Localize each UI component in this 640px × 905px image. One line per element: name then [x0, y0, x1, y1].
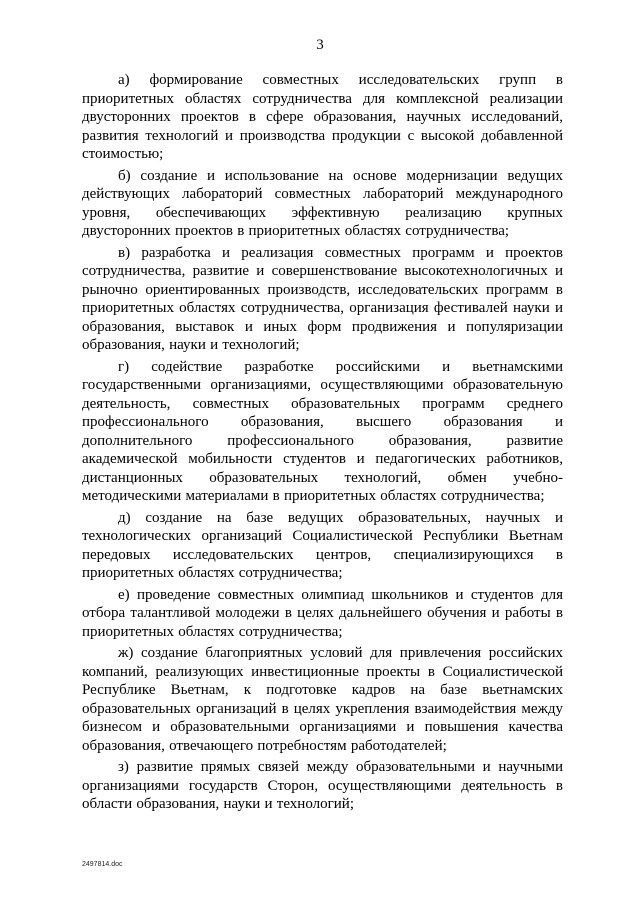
document-body — [82, 71, 563, 817]
paragraph-z: з) развитие прямых связей между образовательными и научными организациями государств Сторон, осуществляющими деятельность в области образования, науки и технологий; — [82, 759, 563, 812]
document-file-id: 2497814.doc — [82, 861, 123, 868]
paragraph-b: б) создание и использование на основе модернизации ведущих действующих лабораторий совместных лабораторий международного уровня, обеспечивающих эффективную реализацию крупных двусторонних проектов в приоритетных областях сотрудничества; — [82, 167, 563, 239]
paragraph-zh: ж) создание благоприятных условий для привлечения российских компаний, реализующих инвестиционные проекты в Социалистической Республике Вьетнам, к подготовке кадров на базе вьетнамских образовательных организаций в целях укрепления взаимодействия между бизнесом и образовательными организациями и повышения качества образования, отвечающего потребностям работодателей; — [82, 645, 563, 754]
paragraph-e: е) проведение совместных олимпиад школьников и студентов для отбора талантливой молодежи в целях дальнейшего обучения и работы в приоритетных областях сотрудничества; — [82, 586, 563, 640]
paragraph-a: а) формирование совместных исследовательских групп в приоритетных областях сотрудничества для комплексной реализации двусторонних проектов в сфере образования, научных исследований, развития технологий и производства продукции с высокой добавленной стоимостью; — [82, 72, 563, 162]
page-number: 3 — [316, 37, 324, 53]
paragraph-g: г) содействие разработке российскими и вьетнамскими государственными организациями, осуществляющими образовательную деятельность, совместных образовательных программ среднего профессионального образования, высшего образования и дополнительного профессионального образования, развитие академической мобильности студентов и педагогических работников, дистанционных образовательных технологий, обмен учебно-методическими материалами в приоритетных областях сотрудничества; — [82, 358, 563, 504]
paragraph-d: д) создание на базе ведущих образовательных, научных и технологических организаций Социалистической Республики Вьетнам передовых исследовательских центров, специализирующихся в приоритетных областях сотрудничества; — [82, 509, 563, 581]
paragraph-v: в) разработка и реализация совместных программ и проектов сотрудничества, развитие и совершенствование высокотехнологичных и рыночно ориентированных производств, исследовательских программ в приоритетных областях сотрудничества, организация фестивалей науки и образования, выставок и иных форм продвижения и популяризации образования, науки и технологий; — [82, 244, 563, 353]
